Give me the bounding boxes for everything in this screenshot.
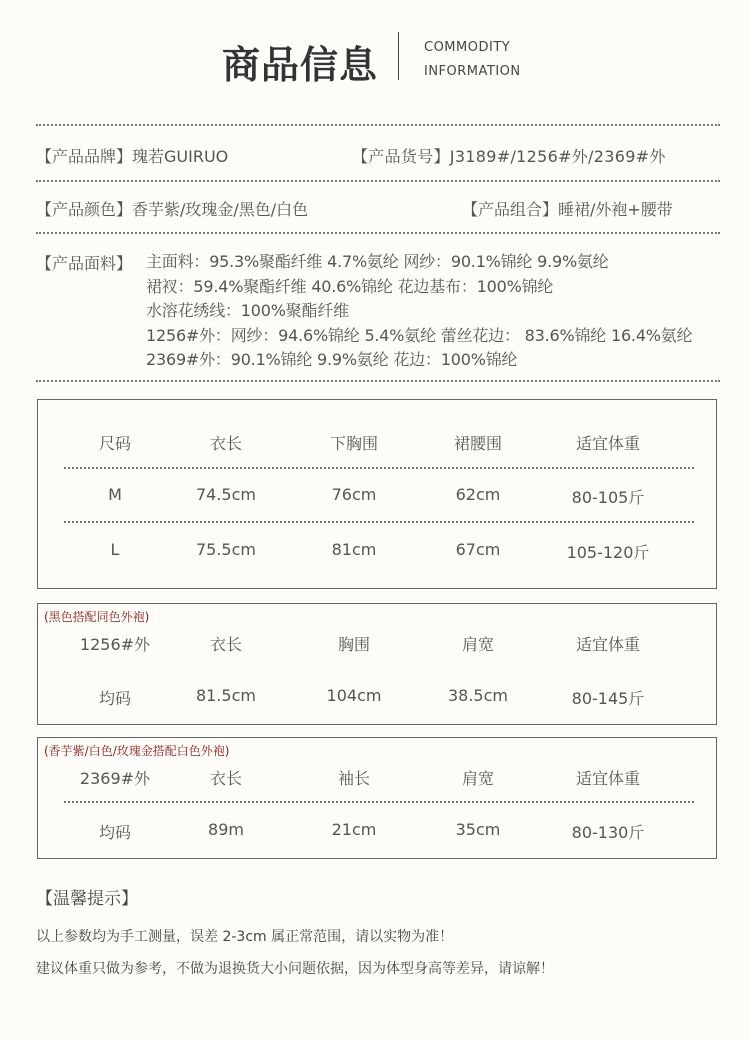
table-header-cell: 下胸围	[329, 434, 378, 453]
table-cell: 80-145斤	[571, 689, 645, 708]
table-note: (香芋紫/白色/玫瑰金搭配白色外袍)	[44, 744, 230, 758]
table-header-cell: 裙腰围	[453, 434, 502, 453]
table-header-cell: 适宜体重	[575, 434, 640, 453]
row-divider	[64, 521, 694, 523]
table-header-cell: 适宜体重	[575, 635, 640, 654]
table-cell: 89m	[208, 820, 244, 839]
subtitle-line-1: COMMODITY	[424, 40, 511, 55]
fabric-line: 水溶花绣线：100%聚酯纤维	[146, 301, 349, 320]
table-note: (黑色搭配同色外袍)	[44, 610, 150, 624]
fabric-line: 主面料：95.3%聚酯纤维 4.7%氨纶 网纱：90.1%锦纶 9.9%氨纶	[146, 252, 609, 271]
brand-field: 【产品品牌】瑰若GUIRUO	[36, 147, 229, 166]
table-cell: 105-120斤	[566, 543, 650, 562]
robe-2369-table	[37, 737, 717, 859]
table-cell: 62cm	[455, 485, 501, 504]
color-field: 【产品颜色】香芋紫/玫瑰金/黑色/白色	[36, 200, 309, 219]
table-header-cell: 衣长	[209, 434, 242, 453]
title-divider	[398, 32, 399, 80]
fabric-line: 裙衩：59.4%聚酯纤维 40.6%锦纶 花边基布：100%锦纶	[146, 276, 554, 296]
table-cell: 74.5cm	[195, 485, 256, 504]
table-header-cell: 胸围	[337, 635, 370, 654]
table-cell: 104cm	[326, 686, 382, 705]
page-subtitle	[424, 36, 521, 84]
row-divider	[64, 467, 694, 469]
table-header-cell: 衣长	[209, 635, 242, 654]
table-header-cell: 2369#外	[79, 769, 151, 788]
table-cell: 80-130斤	[571, 823, 645, 842]
table-header-cell: 1256#外	[79, 635, 151, 654]
dotted-divider	[36, 380, 720, 382]
table-cell: 76cm	[331, 485, 377, 504]
table-cell: L	[110, 540, 120, 559]
table-cell: 80-105斤	[571, 488, 645, 507]
item-number-field: 【产品货号】J3189#/1256#外/2369#外	[352, 147, 666, 166]
table-header-cell: 肩宽	[461, 769, 494, 788]
table-cell: 均码	[98, 823, 131, 842]
table-cell: 81cm	[331, 540, 377, 559]
fabric-line: 1256#外：网纱：94.6%锦纶 5.4%氨纶 蕾丝花边： 83.6%锦纶 16.4%氨纶	[146, 325, 693, 345]
table-header-cell: 尺码	[98, 434, 131, 453]
fabric-label: 【产品面料】	[36, 254, 133, 273]
dotted-divider	[36, 124, 720, 126]
tips-heading: 【温馨提示】	[36, 889, 138, 909]
table-header-cell: 衣长	[209, 769, 242, 788]
subtitle-line-2: INFORMATION	[424, 64, 521, 79]
table-cell: 21cm	[331, 820, 377, 839]
page-title: 商品信息	[222, 43, 379, 87]
table-cell: 67cm	[455, 540, 501, 559]
table-header-cell: 适宜体重	[575, 769, 640, 788]
table-cell: 38.5cm	[447, 686, 508, 705]
tip-line-2: 建议体重只做为参考，不做为退换货大小问题依据，因为体型身高等差异，请谅解！	[36, 961, 554, 977]
size-table	[37, 399, 717, 589]
tip-line-1: 以上参数均为手工测量，误差 2-3cm 属正常范围，请以实物为准！	[36, 929, 454, 945]
table-cell: 均码	[98, 689, 131, 708]
combo-field: 【产品组合】睡裙/外袍+腰带	[462, 200, 673, 219]
table-header-cell: 袖长	[337, 769, 370, 788]
fabric-line: 2369#外：90.1%锦纶 9.9%氨纶 花边：100%锦纶	[146, 350, 518, 369]
dotted-divider	[36, 232, 720, 234]
table-cell: 75.5cm	[195, 540, 256, 559]
table-header-cell: 肩宽	[461, 635, 494, 654]
dotted-divider	[36, 180, 720, 182]
table-cell: 35cm	[455, 820, 501, 839]
row-divider	[64, 801, 694, 803]
page-header	[0, 30, 750, 90]
table-cell: M	[108, 485, 122, 504]
robe-1256-table	[37, 603, 717, 725]
fabric-details	[146, 250, 692, 373]
table-cell: 81.5cm	[195, 686, 256, 705]
